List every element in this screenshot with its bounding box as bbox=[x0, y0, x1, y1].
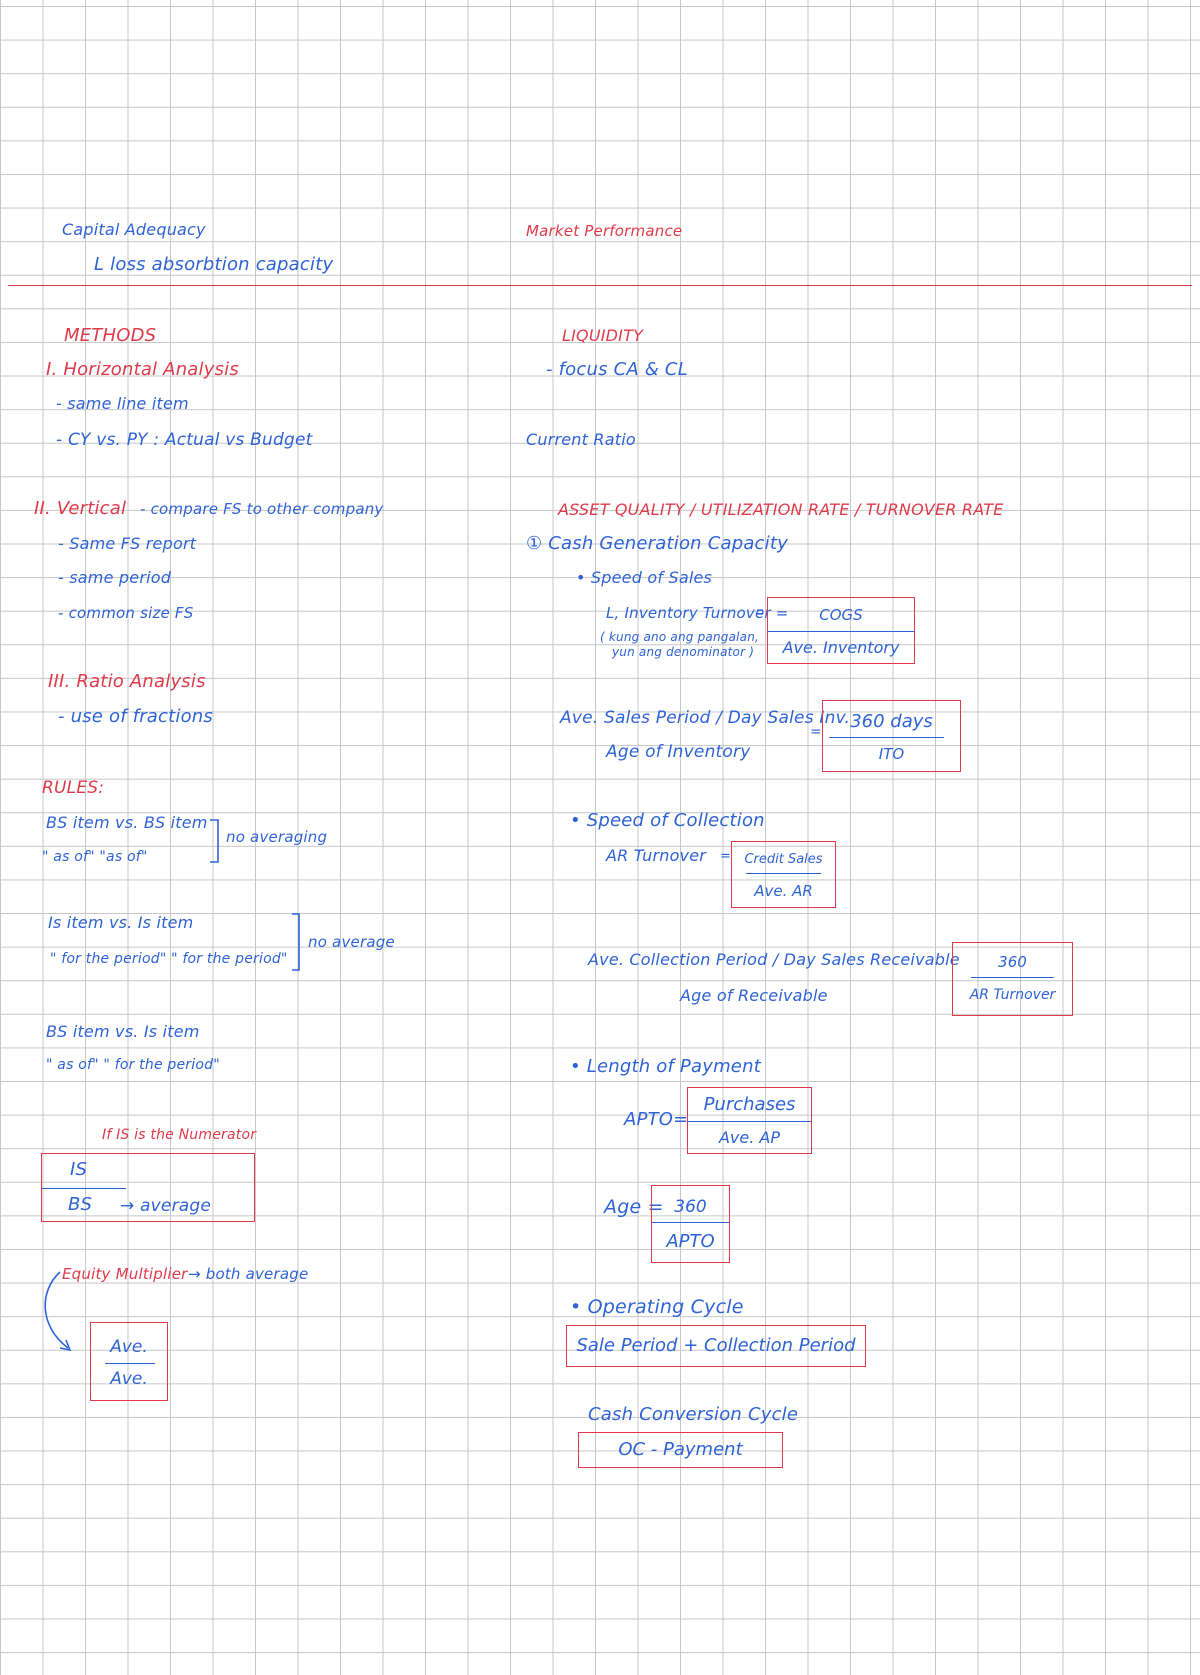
apto-denominator: Ave. AP bbox=[718, 1128, 781, 1147]
horizontal-item-2: - CY vs. PY : Actual vs Budget bbox=[56, 430, 313, 450]
vertical-item-1: - Same FS report bbox=[58, 534, 197, 553]
rule1-qualifiers: " as of" "as of" bbox=[42, 849, 148, 865]
cash-generation-heading: ① Cash Generation Capacity bbox=[526, 533, 788, 554]
speed-of-collection: • Speed of Collection bbox=[570, 810, 765, 831]
em-numerator: Ave. bbox=[110, 1337, 148, 1357]
ave-collection-period-label: Ave. Collection Period / Day Sales Receivable bbox=[588, 950, 960, 969]
ito-denominator: Ave. Inventory bbox=[782, 638, 900, 657]
asset-quality-title: ASSET QUALITY / UTILIZATION RATE / TURNOVER RATE bbox=[558, 500, 1004, 519]
ave-sales-period-label: Ave. Sales Period / Day Sales Inv. bbox=[560, 708, 851, 728]
ar-turnover-label: AR Turnover bbox=[606, 846, 707, 865]
current-ratio-label: Current Ratio bbox=[526, 430, 636, 449]
average-arrow-note: → average bbox=[120, 1196, 212, 1216]
acp-denominator: AR Turnover bbox=[969, 987, 1056, 1003]
equity-multiplier-label: Equity Multiplier bbox=[62, 1265, 188, 1283]
inventory-turnover-label: L, Inventory Turnover = bbox=[606, 604, 789, 622]
rule2-bracket bbox=[292, 914, 299, 970]
art-denominator: Ave. AR bbox=[754, 882, 813, 900]
operating-cycle-label: • Operating Cycle bbox=[570, 1296, 744, 1318]
asp-denominator: ITO bbox=[878, 745, 905, 763]
apto-label: APTO= bbox=[624, 1109, 689, 1130]
liquidity-focus: - focus CA & CL bbox=[546, 359, 688, 380]
ito-numerator: COGS bbox=[819, 606, 863, 624]
age-numerator: 360 bbox=[674, 1197, 707, 1217]
equity-multiplier-note: → both average bbox=[188, 1265, 309, 1283]
speed-of-sales: • Speed of Sales bbox=[576, 568, 713, 587]
rule1-bracket bbox=[210, 820, 218, 862]
vertical-description: - compare FS to other company bbox=[140, 500, 384, 518]
age-denominator: APTO bbox=[666, 1231, 715, 1252]
ratio-item-1: - use of fractions bbox=[58, 706, 213, 727]
horizontal-analysis-heading: I. Horizontal Analysis bbox=[46, 359, 239, 380]
asp-equals: = bbox=[810, 724, 822, 740]
capital-adequacy-subtitle: L loss absorbtion capacity bbox=[94, 254, 334, 275]
rule1-items: BS item vs. BS item bbox=[46, 813, 208, 832]
em-denominator: Ave. bbox=[110, 1369, 148, 1389]
numerator-note: If IS is the Numerator bbox=[102, 1127, 257, 1143]
acp-numerator: 360 bbox=[998, 953, 1027, 971]
vertical-item-3: - common size FS bbox=[58, 604, 194, 622]
asp-numerator: 360 days bbox=[850, 711, 933, 732]
cash-conversion-cycle-formula: OC - Payment bbox=[618, 1439, 743, 1460]
apto-numerator: Purchases bbox=[703, 1094, 796, 1115]
rule3-items: BS item vs. Is item bbox=[46, 1022, 200, 1041]
operating-cycle-formula: Sale Period + Collection Period bbox=[576, 1335, 856, 1356]
ito-note-line2: yun ang denominator ) bbox=[612, 645, 755, 659]
ito-note-line1: ( kung ano ang pangalan, bbox=[600, 630, 760, 644]
art-equals: = bbox=[720, 849, 732, 864]
rule3-qualifiers: " as of" " for the period" bbox=[46, 1057, 220, 1073]
length-of-payment: • Length of Payment bbox=[570, 1056, 761, 1077]
is-label: IS bbox=[70, 1159, 88, 1180]
age-of-inventory-label: Age of Inventory bbox=[606, 742, 751, 762]
capital-adequacy-title: Capital Adequacy bbox=[62, 220, 206, 239]
rule1-note: no averaging bbox=[226, 828, 328, 846]
cash-conversion-cycle-label: Cash Conversion Cycle bbox=[588, 1404, 799, 1425]
methods-title: METHODS bbox=[64, 325, 157, 346]
rules-title: RULES: bbox=[42, 778, 105, 798]
rule2-note: no average bbox=[308, 933, 395, 951]
rule2-qualifiers: " for the period" " for the period" bbox=[50, 951, 288, 967]
liquidity-title: LIQUIDITY bbox=[562, 326, 644, 345]
bs-label: BS bbox=[68, 1194, 93, 1215]
ito-equals-mark bbox=[757, 610, 763, 614]
art-numerator: Credit Sales bbox=[744, 852, 823, 867]
equity-multiplier-arrow bbox=[45, 1272, 68, 1348]
age-label: Age = bbox=[604, 1196, 664, 1218]
ratio-analysis-heading: III. Ratio Analysis bbox=[48, 671, 206, 692]
horizontal-item-1: - same line item bbox=[56, 394, 189, 413]
market-performance-title: Market Performance bbox=[526, 222, 683, 240]
vertical-heading: II. Vertical bbox=[34, 498, 127, 519]
rule2-items: Is item vs. Is item bbox=[48, 913, 194, 932]
age-of-receivable-label: Age of Receivable bbox=[680, 986, 828, 1005]
vertical-item-2: - same period bbox=[58, 568, 172, 587]
